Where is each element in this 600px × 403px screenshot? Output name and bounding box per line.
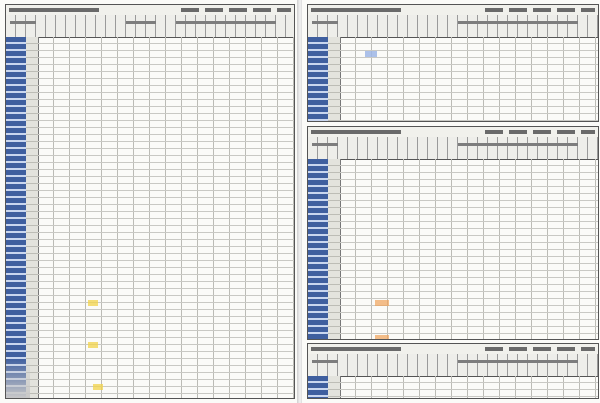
highlighted-cell xyxy=(375,335,389,340)
table-body xyxy=(38,37,294,398)
table-legend-mark xyxy=(485,130,595,134)
table-header-row xyxy=(308,354,598,377)
table-body xyxy=(340,376,598,398)
header-mark xyxy=(312,360,338,363)
table-title-mark xyxy=(311,347,401,351)
table-header-row xyxy=(308,15,598,38)
table-title-mark xyxy=(311,130,401,134)
right-middle-table xyxy=(307,126,599,340)
name-column xyxy=(308,37,329,121)
name-column xyxy=(308,159,329,339)
right-top-table xyxy=(307,4,599,122)
header-mark xyxy=(312,21,338,24)
name-column xyxy=(308,376,329,398)
table-body xyxy=(340,159,598,339)
right-bottom-table xyxy=(307,343,599,399)
header-mark xyxy=(458,143,578,146)
header-mark xyxy=(10,21,36,24)
highlighted-cell xyxy=(88,300,98,306)
highlighted-cell xyxy=(365,51,377,57)
table-legend-mark xyxy=(485,8,595,12)
header-mark xyxy=(126,21,156,24)
highlighted-cell xyxy=(375,300,389,306)
header-mark xyxy=(176,21,276,24)
right-page xyxy=(302,0,600,403)
table-legend-mark xyxy=(181,8,291,12)
table-title-mark xyxy=(311,8,401,12)
table-title-mark xyxy=(9,8,99,12)
header-mark xyxy=(458,21,578,24)
table-body xyxy=(340,37,598,121)
highlighted-cell xyxy=(88,342,98,348)
header-mark xyxy=(458,360,578,363)
table-legend-mark xyxy=(485,347,595,351)
table-header-row xyxy=(6,15,294,38)
header-mark xyxy=(312,143,338,146)
left-page xyxy=(0,0,298,403)
scan-shadow xyxy=(6,358,30,398)
highlighted-cell xyxy=(93,384,103,390)
left-main-table xyxy=(5,4,295,399)
table-header-row xyxy=(308,137,598,160)
name-column xyxy=(6,37,27,398)
